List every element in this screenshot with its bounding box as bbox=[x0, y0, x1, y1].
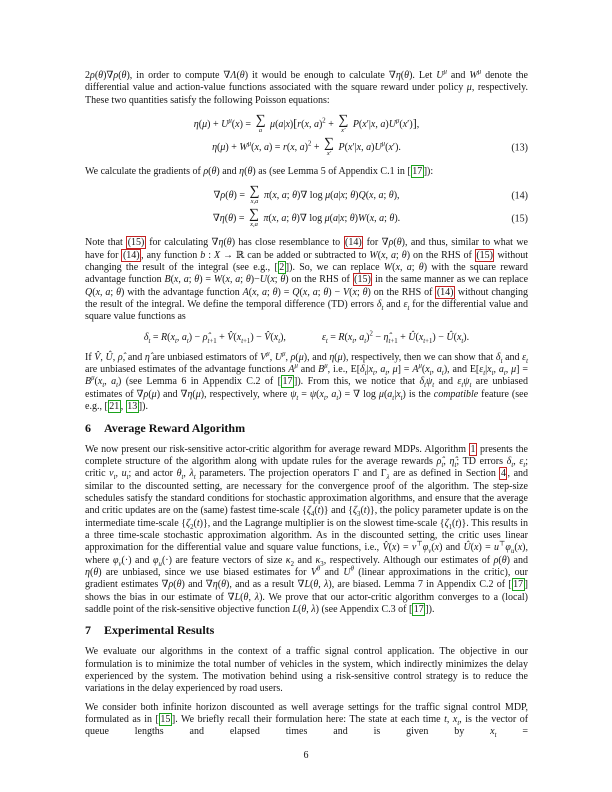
eq-ref-15[interactable]: (15) bbox=[127, 237, 145, 249]
citation-21[interactable]: 21 bbox=[109, 401, 120, 413]
paragraph-gradients: We calculate the gradients of ρ(θ) and η(θ) as (see Lemma 5 of Appendix C.1 in [ 17 ]): bbox=[85, 166, 434, 178]
equation-td-row bbox=[85, 330, 528, 346]
paragraph-intro: 2ρ(θ)∇ρ(θ), in order to compute ∇Λ(θ) it would be enough to calculate ∇η(θ). Let $U^\mu$ and $W^\mu$ denote the differential value and action-value functions associated with the square reward under policy μ, respectively. These two quantities satisfy the following Poisson equations: bbox=[85, 68, 528, 106]
equation-number-14: (14) bbox=[511, 190, 528, 202]
section-number-7: 7 bbox=[85, 623, 91, 638]
section-ref-4[interactable]: 4 bbox=[500, 468, 506, 480]
section-title-7: Experimental Results bbox=[104, 623, 215, 638]
equation-td-body: $\delta_t = R(x_t$, $a_t$) − $\rhô_{t+1}$ + $V̂(x_{t+1})$ − $V̂(x_t)$, $\varepsilon_t = R(x_t$, $a_t)^2$ − $\etâ_{t+1}$ + $Û(x_{t+1})$ − $Û(x_t)$. bbox=[143, 330, 470, 346]
sum-operator: ∑ x′ bbox=[338, 113, 349, 135]
paragraph-evaluate: We evaluate our algorithms in the context of a traffic signal control application. The objective in our formulation is to minimize the total number of vehicles in the system, which indirectly minimizes the delay experienced by the system. The motivation behind using a risk-sensitive control strategy is to reduce the variations in the delay experienced by road users. bbox=[85, 646, 528, 695]
equation-number-15: (15) bbox=[511, 213, 528, 225]
section-heading-6 bbox=[85, 421, 528, 436]
section-number-6: 6 bbox=[85, 420, 91, 435]
sum-operator: ∑ x′ bbox=[324, 136, 335, 158]
paragraph-algorithm: We now present our risk-sensitive actor-critic algorithm for average reward MDPs. Algorithm 1 presents the complete structure of the algorithm along with update rules for the average rewards $\rhô_t$, $\etâ_t$; TD errors $\delta_t$, $\varepsilon_t$; critic $v_t$, $u_t$; and actor $\theta_t$, $\lambda_t$ parameters. The projection operators Γ and $\Gamma_\lambda$ are as defined in Section 4 , and similar to the discounted setting, are necessary for the convergence proof of the algorithm. The step-size schedules satisfy the standard conditions for stochastic approximation algorithms, and ensure that the average and critic updates are on the (same) fastest time-scale $\{\zeta_4(t)\}$ and $\{\zeta_3(t)\}$, the policy parameter update is on the intermediate time-scale $\{\zeta_2(t)\}$, and the Lagrange multiplier is on the slowest time-scale $\{\zeta_1(t)\}$. This results in a three time-scale stochastic approximation algorithm. As in the discounted setting, the critic uses linear approximation for the differential value and square value functions, i.e., V̂(x) = $v^⊤\varphi_v(x)$ and Û(x) = $u^⊤\varphi_u(x)$, where $\varphi_v(\cdot)$ and $\varphi_u(\cdot)$ are feature vectors of size $\kappa_2$ and $\kappa_3$, respectively. Although our estimates of ρ(θ) and η(θ) are unbiased, since we use biased estimates for $V^\theta$ and $U^\theta$ (linear approximations in the critic), our gradient estimates ∇ρ(θ) and ∇η(θ), and as a result ∇L(θ, λ), are biased. Lemma 7 in Appendix C.2 of [ 17 ] shows the bias in our estimate of ∇L(θ, λ). We prove that our actor-critic algorithm converges to a (local) saddle point of the risk-sensitive objective function L(θ, λ) (see Appendix C.3 of [ 17 ]). bbox=[85, 443, 529, 615]
citation-17[interactable]: 17 bbox=[513, 579, 524, 591]
equation-15-body: ∇η(θ) = ∑ x,a π(x, a; θ)∇ log μ(a|x; θ)W(x, a; θ). bbox=[212, 207, 401, 229]
citation-13[interactable]: 13 bbox=[127, 401, 138, 413]
page-content bbox=[85, 70, 528, 739]
paragraph-consider: We consider both infinite horizon discounted as well average settings for the traffic signal control MDP, formulated as in [ 15 ]. We briefly recall their formulation here: The state at each time t, $x_t$, is the vector of queue lengths and elapsed times and is given by $x_t$ = bbox=[85, 701, 529, 740]
equation-block-13 bbox=[85, 113, 528, 159]
eq-ref-15[interactable]: (15) bbox=[476, 249, 493, 261]
equation-13-line1-body: $\eta(\mu) + U^\mu(x)$ = ∑ a μ(a|x)[r(x, a)$^2$ + ∑ x′ P(x′|x, $a)U^\mu(x')$], bbox=[193, 113, 420, 135]
eq-ref-14[interactable]: (14) bbox=[122, 249, 140, 261]
equation-13-line1 bbox=[85, 113, 528, 136]
equation-number-13: (13) bbox=[511, 142, 528, 154]
section-title-6: Average Reward Algorithm bbox=[104, 420, 246, 435]
equation-14-row bbox=[85, 184, 528, 207]
equation-14-body: ∇ρ(θ) = ∑ x,a π(x, a; θ)∇ log μ(a|x; θ)Q(x, a; θ), bbox=[213, 184, 400, 206]
equation-13-line2-body: $\eta(\mu) + W^\mu(x$, a) = r(x, a)$^2$ + ∑ x′ P(x′|x, $a)U^\mu(x')$. bbox=[212, 136, 401, 158]
eq-ref-14[interactable]: (14) bbox=[436, 286, 454, 298]
eq-ref-15[interactable]: (15) bbox=[354, 274, 371, 286]
citation-17[interactable]: 17 bbox=[412, 166, 423, 178]
equation-block-td-errors bbox=[85, 330, 528, 346]
equation-15-row bbox=[85, 207, 528, 230]
paragraph-note: Note that (15) for calculating ∇η(θ) has close resemblance to (14) for ∇ρ(θ), and thus, similar to what we have for (14) , any function b : X → ℝ can be added or subtracted to W(x, a; θ) on the RHS of (15) without changing the result of the integral (see e.g., [ 2 ]). So, we can replace W(x, a; θ) with the square reward advantage function B(x, a; θ) = W(x, a; θ)−U(x; θ) on the RHS of (15) in the same manner as we can replace Q(x, a; θ) with the advantage function A(x, a; θ) = Q(x, a; θ) − V(x; θ) on the RHS of (14) without changing the result of the integral. We define the temporal difference (TD) errors $\delta_t$ and $\varepsilon_t$ for the differential value and square value functions as bbox=[85, 237, 529, 323]
eq-ref-14[interactable]: (14) bbox=[345, 237, 362, 249]
equation-block-14-15 bbox=[85, 184, 528, 230]
sum-operator: ∑ a bbox=[255, 113, 266, 135]
equation-13-line2 bbox=[85, 136, 528, 159]
algorithm-ref-1[interactable]: 1 bbox=[470, 443, 476, 455]
citation-15[interactable]: 15 bbox=[160, 714, 171, 726]
citation-17[interactable]: 17 bbox=[413, 603, 424, 615]
page-number: 6 bbox=[303, 750, 309, 761]
paragraph-unbiased: If V̂, Û, ρ̂, and η̂ are unbiased estimators of $V^\mu$, $U^\mu$, ρ(μ), and η(μ), respectively, then we can show that $\delta_t$ and $\varepsilon_t$ are unbiased estimates of the advantage functions $A^\mu$ and $B^\mu$, i.e., $E[\delta_t|x_t$, $a_t$, $\mu] = A^\mu(x_t$, $a_t$), and $E[\varepsilon_t|x_t$, $a_t$, $\mu] = B^\mu(x_t$, $a_t$) (see Lemma 6 in Appendix C.2 of [ 17 ]). From this, we notice that $\delta_t\psi_t$ and $\varepsilon_t\psi_t$ are unbiased estimates of ∇ρ(μ) and ∇η(μ), respectively, where $\psi_t = \psi(x_t$, $a_t$) = ∇ $\log \mu(a_t|x_t)$ is the compatible feature (see e.g., [ 21 , 13 ]). bbox=[85, 350, 529, 413]
sum-operator: ∑ x,a bbox=[249, 184, 260, 206]
citation-17[interactable]: 17 bbox=[282, 376, 293, 388]
sum-operator: ∑ x,a bbox=[249, 207, 259, 229]
section-heading-7 bbox=[85, 623, 528, 638]
citation-2[interactable]: 2 bbox=[279, 262, 285, 274]
